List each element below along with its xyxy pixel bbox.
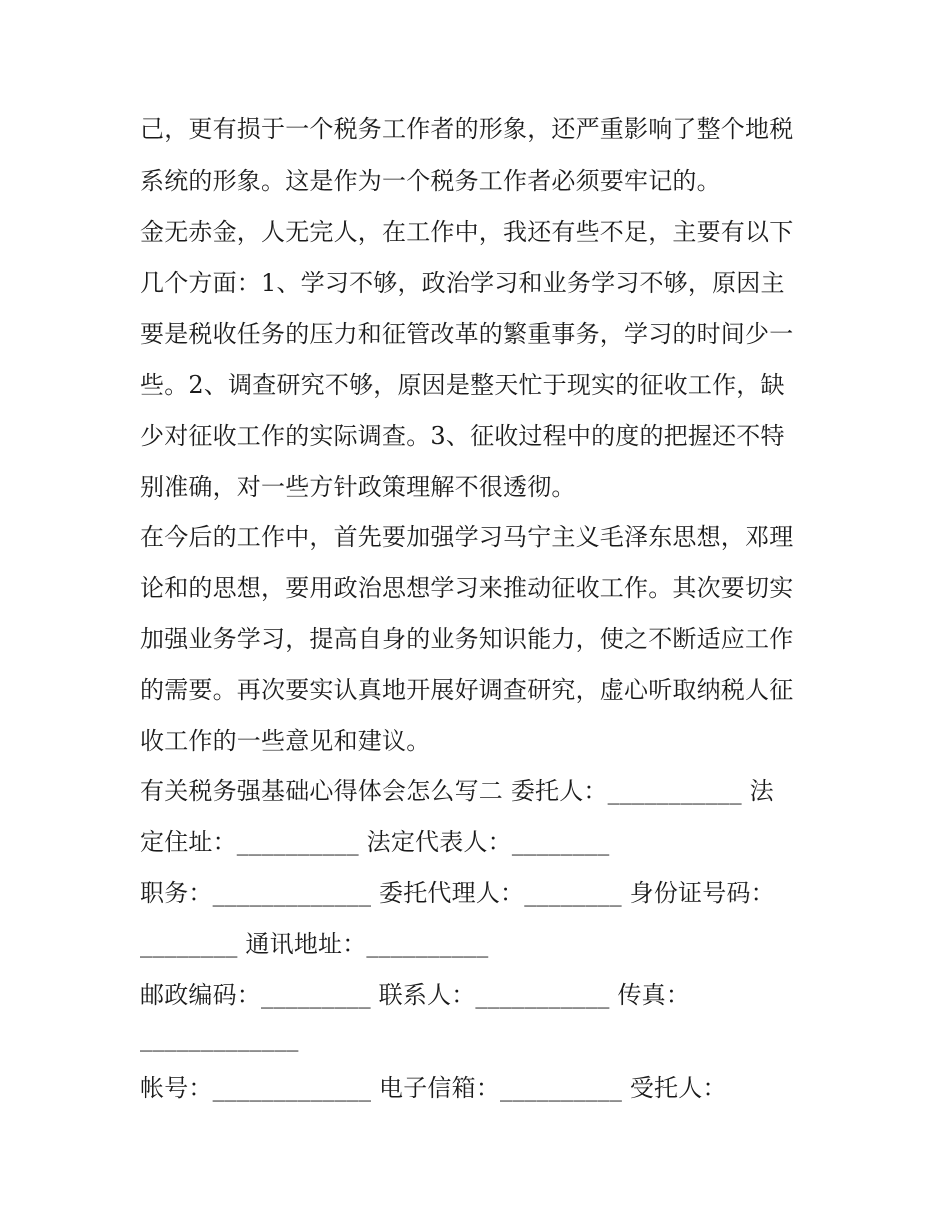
text-line: 论和的思想，要用政治思想学习来推动征收工作。其次要切实 (140, 574, 794, 602)
text-line: 系统的形象。这是作为一个税务工作者必须要牢记的。 (140, 167, 721, 195)
text-line: 少对征收工作的实际调查。3、征收过程中的度的把握还不特 (140, 422, 785, 450)
paragraph-start-line: 金无赤金，人无完人，在工作中，我还有些不足，主要有以下 (140, 218, 794, 246)
text-line: 收工作的一些意见和建议。 (140, 727, 431, 755)
text-line: 别准确，对一些方针政策理解不很透彻。 (140, 473, 576, 501)
form-field-line: 定住址：__________ 法定代表人：________ (140, 828, 610, 856)
text-line: 些。2、调查研究不够，原因是整天忙于现实的征收工作，缺 (140, 371, 785, 399)
text-line: 的需要。再次要实认真地开展好调查研究，虚心听取纳税人征 (140, 676, 794, 704)
section-heading-line: 有关税务强基础心得体会怎么写二 委托人：___________ 法 (140, 777, 774, 805)
text-line: 要是税收任务的压力和征管改革的繁重事务，学习的时间少一 (140, 320, 794, 348)
form-field-line: 职务：_____________ 委托代理人：________ 身份证号码： (140, 879, 775, 907)
form-field-line: ________ 通讯地址：__________ (140, 930, 489, 958)
form-field-line: 邮政编码：_________ 联系人：___________ 传真： (140, 981, 691, 1009)
text-line: 加强业务学习，提高自身的业务知识能力，使之不断适应工作 (140, 625, 794, 653)
form-field-line: 帐号：_____________ 电子信箱：__________ 受托人： (140, 1074, 727, 1102)
form-field-line: _____________ (140, 1024, 299, 1052)
text-line: 几个方面：1、学习不够，政治学习和业务学习不够，原因主 (140, 269, 785, 297)
paragraph-start-line: 在今后的工作中，首先要加强学习马宁主义毛泽东思想，邓理 (140, 523, 794, 551)
text-line: 己，更有损于一个税务工作者的形象，还严重影响了整个地税 (140, 115, 794, 143)
